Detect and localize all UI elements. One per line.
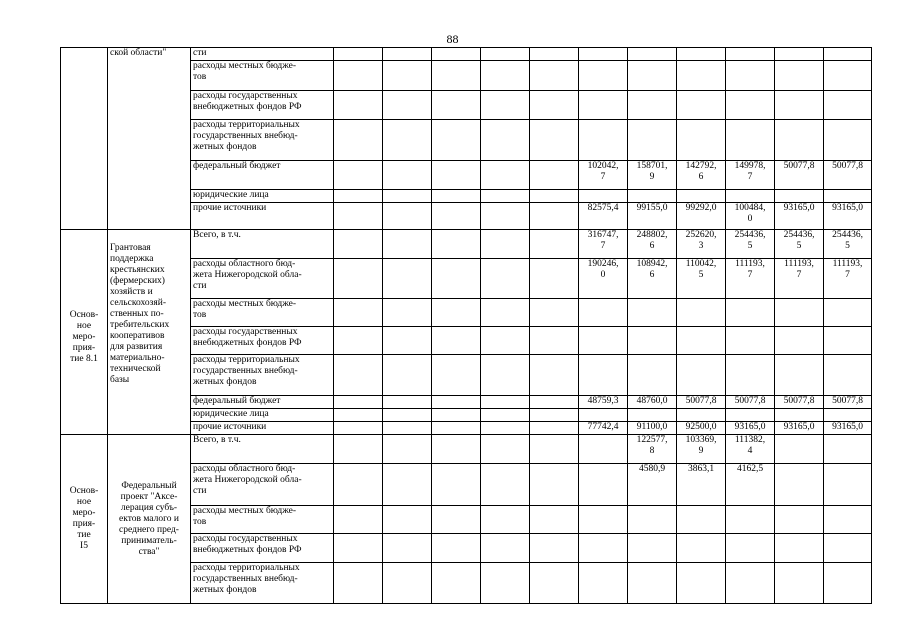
- value-cell: 50077,8: [726, 396, 775, 409]
- value-cell: [775, 190, 824, 203]
- value-cell: [530, 299, 579, 327]
- funding-source-cell: юридические лица: [191, 190, 334, 203]
- value-cell: [775, 464, 824, 506]
- value-cell: 142792, 6: [677, 161, 726, 190]
- value-cell: 248802, 6: [628, 230, 677, 259]
- value-cell: 158701, 9: [628, 161, 677, 190]
- table-row: [61, 435, 872, 464]
- value-cell: [334, 230, 383, 259]
- value-cell: [824, 464, 872, 506]
- value-cell: [481, 259, 530, 299]
- value-cell: [579, 534, 628, 563]
- value-cell: [530, 355, 579, 396]
- value-cell: [530, 190, 579, 203]
- value-cell: [481, 422, 530, 435]
- funding-source-cell: расходы государственных внебюджетных фондов РФ: [191, 91, 334, 120]
- value-cell: [677, 327, 726, 355]
- value-cell: [383, 464, 432, 506]
- value-cell: [432, 230, 481, 259]
- funding-source-cell: расходы территориальных государственных внебюд- жетных фондов: [191, 563, 334, 604]
- project-name-cell: ской области": [108, 48, 191, 230]
- funding-source-cell: федеральный бюджет: [191, 396, 334, 409]
- value-cell: 50077,8: [824, 161, 872, 190]
- value-cell: [726, 534, 775, 563]
- value-cell: [481, 327, 530, 355]
- value-cell: 4580,9: [628, 464, 677, 506]
- value-cell: [579, 563, 628, 604]
- value-cell: [481, 91, 530, 120]
- value-cell: [383, 299, 432, 327]
- value-cell: [628, 120, 677, 161]
- value-cell: 111193, 7: [726, 259, 775, 299]
- value-cell: 77742,4: [579, 422, 628, 435]
- value-cell: 111382, 4: [726, 435, 775, 464]
- value-cell: [677, 91, 726, 120]
- value-cell: [383, 435, 432, 464]
- value-cell: [579, 91, 628, 120]
- value-cell: [383, 61, 432, 91]
- value-cell: [628, 190, 677, 203]
- funding-source-cell: расходы областного бюд- жета Нижегородской обла- сти: [191, 464, 334, 506]
- value-cell: [481, 161, 530, 190]
- value-cell: [824, 120, 872, 161]
- value-cell: [579, 190, 628, 203]
- value-cell: [432, 259, 481, 299]
- value-cell: 100484, 0: [726, 203, 775, 230]
- value-cell: [628, 506, 677, 534]
- value-cell: [334, 48, 383, 61]
- value-cell: [432, 120, 481, 161]
- table-row: [61, 48, 872, 61]
- project-name-cell: Грантовая поддержка крестьянских (фермерских) хозяйств и сельскохозяй- ственных по- требительских кооперативов для развития материально- технической базы: [108, 230, 191, 435]
- value-cell: 93165,0: [726, 422, 775, 435]
- value-cell: 111193, 7: [824, 259, 872, 299]
- value-cell: 93165,0: [824, 203, 872, 230]
- value-cell: [824, 299, 872, 327]
- value-cell: [432, 48, 481, 61]
- value-cell: 254436, 5: [726, 230, 775, 259]
- value-cell: [579, 327, 628, 355]
- value-cell: [334, 534, 383, 563]
- value-cell: [383, 259, 432, 299]
- value-cell: [726, 409, 775, 422]
- value-cell: [677, 120, 726, 161]
- value-cell: [677, 190, 726, 203]
- funding-source-cell: расходы местных бюдже- тов: [191, 299, 334, 327]
- value-cell: [530, 120, 579, 161]
- value-cell: [432, 435, 481, 464]
- value-cell: [726, 61, 775, 91]
- value-cell: [334, 61, 383, 91]
- value-cell: [530, 48, 579, 61]
- value-cell: [530, 203, 579, 230]
- value-cell: [432, 327, 481, 355]
- value-cell: 50077,8: [677, 396, 726, 409]
- value-cell: [481, 48, 530, 61]
- budget-table: [60, 47, 872, 604]
- value-cell: 50077,8: [775, 396, 824, 409]
- value-cell: 254436, 5: [775, 230, 824, 259]
- value-cell: [677, 563, 726, 604]
- value-cell: [579, 506, 628, 534]
- value-cell: [481, 355, 530, 396]
- measure-cell: Основ- ное меро- прия- тие 8.1: [61, 230, 108, 435]
- value-cell: [481, 396, 530, 409]
- value-cell: [775, 91, 824, 120]
- value-cell: [334, 422, 383, 435]
- value-cell: [530, 464, 579, 506]
- value-cell: [530, 409, 579, 422]
- funding-source-cell: федеральный бюджет: [191, 161, 334, 190]
- value-cell: [530, 91, 579, 120]
- funding-source-cell: расходы государственных внебюджетных фондов РФ: [191, 534, 334, 563]
- value-cell: [677, 48, 726, 61]
- value-cell: [383, 190, 432, 203]
- value-cell: [383, 161, 432, 190]
- value-cell: [432, 409, 481, 422]
- value-cell: [432, 190, 481, 203]
- value-cell: [432, 91, 481, 120]
- value-cell: [530, 435, 579, 464]
- value-cell: [628, 91, 677, 120]
- value-cell: [579, 48, 628, 61]
- value-cell: [432, 464, 481, 506]
- value-cell: [677, 61, 726, 91]
- value-cell: [481, 409, 530, 422]
- funding-source-cell: расходы территориальных государственных внебюд- жетных фондов: [191, 120, 334, 161]
- value-cell: 102042, 7: [579, 161, 628, 190]
- value-cell: [432, 299, 481, 327]
- value-cell: 190246, 0: [579, 259, 628, 299]
- value-cell: 149978, 7: [726, 161, 775, 190]
- value-cell: [481, 534, 530, 563]
- value-cell: [481, 563, 530, 604]
- value-cell: [824, 355, 872, 396]
- table-row: [61, 230, 872, 259]
- value-cell: [530, 327, 579, 355]
- value-cell: [677, 506, 726, 534]
- value-cell: [579, 409, 628, 422]
- value-cell: [383, 355, 432, 396]
- value-cell: [383, 534, 432, 563]
- value-cell: [334, 259, 383, 299]
- value-cell: [824, 190, 872, 203]
- value-cell: [775, 48, 824, 61]
- value-cell: [628, 355, 677, 396]
- value-cell: [481, 61, 530, 91]
- value-cell: [432, 203, 481, 230]
- funding-source-cell: расходы территориальных государственных внебюд- жетных фондов: [191, 355, 334, 396]
- value-cell: [677, 534, 726, 563]
- funding-source-cell: юридические лица: [191, 409, 334, 422]
- value-cell: [530, 161, 579, 190]
- value-cell: 93165,0: [775, 422, 824, 435]
- value-cell: [530, 563, 579, 604]
- value-cell: [579, 435, 628, 464]
- value-cell: 93165,0: [775, 203, 824, 230]
- value-cell: [628, 563, 677, 604]
- value-cell: [726, 91, 775, 120]
- value-cell: [432, 534, 481, 563]
- value-cell: [579, 355, 628, 396]
- value-cell: [579, 464, 628, 506]
- value-cell: [579, 299, 628, 327]
- value-cell: [383, 563, 432, 604]
- value-cell: [334, 355, 383, 396]
- value-cell: [530, 61, 579, 91]
- value-cell: [628, 327, 677, 355]
- value-cell: [824, 91, 872, 120]
- value-cell: [432, 563, 481, 604]
- value-cell: [824, 48, 872, 61]
- value-cell: [628, 299, 677, 327]
- value-cell: [775, 61, 824, 91]
- value-cell: 316747, 7: [579, 230, 628, 259]
- value-cell: 91100,0: [628, 422, 677, 435]
- value-cell: [383, 91, 432, 120]
- value-cell: [334, 435, 383, 464]
- value-cell: [677, 409, 726, 422]
- value-cell: 3863,1: [677, 464, 726, 506]
- value-cell: [726, 327, 775, 355]
- value-cell: [334, 161, 383, 190]
- value-cell: 122577, 8: [628, 435, 677, 464]
- value-cell: [775, 506, 824, 534]
- value-cell: [775, 563, 824, 604]
- value-cell: 48759,3: [579, 396, 628, 409]
- value-cell: [824, 563, 872, 604]
- value-cell: [530, 506, 579, 534]
- value-cell: [383, 203, 432, 230]
- value-cell: [775, 534, 824, 563]
- value-cell: [334, 464, 383, 506]
- value-cell: [579, 61, 628, 91]
- value-cell: [530, 534, 579, 563]
- value-cell: [628, 48, 677, 61]
- value-cell: [628, 61, 677, 91]
- value-cell: [628, 409, 677, 422]
- funding-source-cell: расходы местных бюдже- тов: [191, 61, 334, 91]
- value-cell: [383, 327, 432, 355]
- value-cell: [383, 396, 432, 409]
- value-cell: 99292,0: [677, 203, 726, 230]
- value-cell: [726, 355, 775, 396]
- value-cell: [481, 230, 530, 259]
- value-cell: [775, 409, 824, 422]
- value-cell: [481, 464, 530, 506]
- value-cell: [530, 259, 579, 299]
- value-cell: [775, 120, 824, 161]
- value-cell: [824, 435, 872, 464]
- funding-source-cell: расходы государственных внебюджетных фондов РФ: [191, 327, 334, 355]
- measure-cell: [61, 48, 108, 230]
- value-cell: [481, 120, 530, 161]
- value-cell: [481, 190, 530, 203]
- value-cell: [481, 435, 530, 464]
- value-cell: [432, 355, 481, 396]
- value-cell: [383, 120, 432, 161]
- funding-source-cell: Всего, в т.ч.: [191, 435, 334, 464]
- value-cell: [432, 422, 481, 435]
- value-cell: [824, 534, 872, 563]
- funding-source-cell: расходы областного бюд- жета Нижегородской обла- сти: [191, 259, 334, 299]
- funding-source-cell: Всего, в т.ч.: [191, 230, 334, 259]
- value-cell: [824, 506, 872, 534]
- value-cell: [824, 61, 872, 91]
- value-cell: 82575,4: [579, 203, 628, 230]
- funding-source-cell: прочие источники: [191, 422, 334, 435]
- value-cell: [677, 355, 726, 396]
- value-cell: [530, 422, 579, 435]
- value-cell: [677, 299, 726, 327]
- value-cell: [824, 327, 872, 355]
- value-cell: [481, 506, 530, 534]
- value-cell: [726, 299, 775, 327]
- value-cell: [775, 355, 824, 396]
- value-cell: [334, 506, 383, 534]
- value-cell: 50077,8: [775, 161, 824, 190]
- funding-source-cell: прочие источники: [191, 203, 334, 230]
- value-cell: 99155,0: [628, 203, 677, 230]
- value-cell: [334, 120, 383, 161]
- value-cell: 110042, 5: [677, 259, 726, 299]
- value-cell: 50077,8: [824, 396, 872, 409]
- measure-cell: Основ- ное меро- прия- тие I5: [61, 435, 108, 604]
- value-cell: 108942, 6: [628, 259, 677, 299]
- value-cell: [481, 203, 530, 230]
- value-cell: [775, 299, 824, 327]
- value-cell: [334, 563, 383, 604]
- value-cell: [530, 230, 579, 259]
- value-cell: [432, 396, 481, 409]
- value-cell: [775, 435, 824, 464]
- funding-source-cell: сти: [191, 48, 334, 61]
- value-cell: [432, 161, 481, 190]
- value-cell: [726, 563, 775, 604]
- project-name-cell: Федеральный проект "Аксе- лерация субъ- ектов малого и среднего пред- приниматель- ства": [108, 435, 191, 604]
- value-cell: [824, 409, 872, 422]
- value-cell: [383, 230, 432, 259]
- value-cell: [726, 48, 775, 61]
- value-cell: [775, 327, 824, 355]
- value-cell: [530, 396, 579, 409]
- value-cell: [383, 48, 432, 61]
- value-cell: [726, 190, 775, 203]
- value-cell: 111193, 7: [775, 259, 824, 299]
- value-cell: [579, 120, 628, 161]
- page-number: 88: [446, 32, 459, 46]
- value-cell: [383, 409, 432, 422]
- value-cell: [334, 396, 383, 409]
- value-cell: [432, 61, 481, 91]
- value-cell: [432, 506, 481, 534]
- value-cell: [726, 506, 775, 534]
- value-cell: 92500,0: [677, 422, 726, 435]
- value-cell: [334, 190, 383, 203]
- value-cell: 93165,0: [824, 422, 872, 435]
- value-cell: 48760,0: [628, 396, 677, 409]
- value-cell: [481, 299, 530, 327]
- value-cell: 254436, 5: [824, 230, 872, 259]
- value-cell: [383, 506, 432, 534]
- value-cell: [334, 299, 383, 327]
- value-cell: 252620, 3: [677, 230, 726, 259]
- value-cell: [334, 203, 383, 230]
- value-cell: [334, 91, 383, 120]
- funding-source-cell: расходы местных бюдже- тов: [191, 506, 334, 534]
- value-cell: [334, 409, 383, 422]
- value-cell: [628, 534, 677, 563]
- value-cell: [726, 120, 775, 161]
- value-cell: [334, 327, 383, 355]
- value-cell: 4162,5: [726, 464, 775, 506]
- value-cell: 103369, 9: [677, 435, 726, 464]
- table-body: [61, 48, 872, 604]
- value-cell: [383, 422, 432, 435]
